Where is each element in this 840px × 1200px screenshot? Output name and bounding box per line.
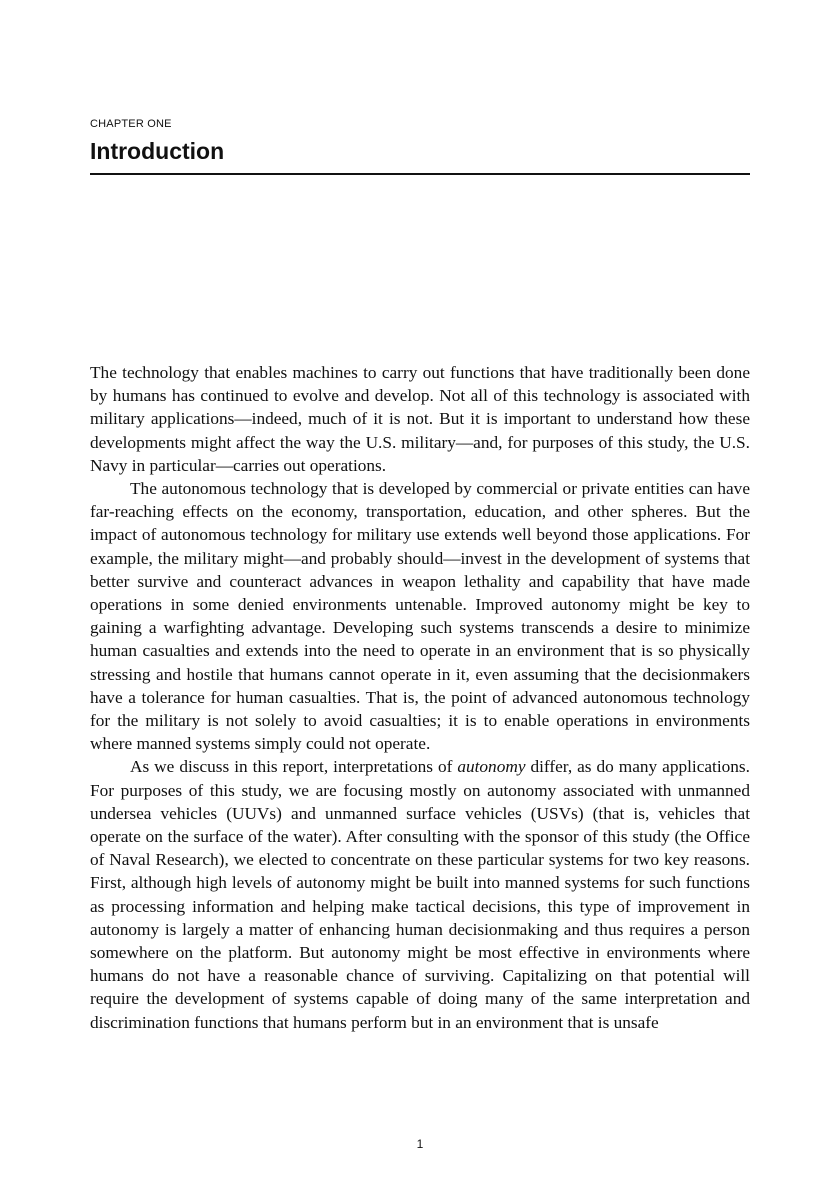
paragraph-2: The autonomous technology that is developed by commercial or private entities can have far-reaching effects on the economy, transportation, education, and other spheres. But the impact of autonomous technology for military use extends well beyond those applications. For example, the military might—and probably should—invest in the development of systems that better survive and counteract advances in weapon lethality and capability that have made operations in some denied environments untenable. Improved autonomy might be key to gaining a warfighting advantage. Developing such systems transcends a desire to minimize human casualties and extends into the need to operate in an environment that is so physically stressing and hostile that humans cannot operate in it, even assuming that the decisionmakers have a tolerance for human casualties. That is, the point of advanced autonomous technology for the military is not solely to avoid casualties; it is to enable operations in environments where manned systems simply could not operate.: [90, 479, 750, 754]
paragraph-3: [90, 755, 750, 1033]
body-text: [90, 361, 750, 1034]
page-number: 1: [416, 1137, 424, 1151]
emphasis-autonomy: autonomy: [457, 757, 526, 777]
chapter-label: CHAPTER ONE: [90, 118, 172, 130]
title-divider: [90, 173, 750, 175]
paragraph-3-text-before: As we discuss in this report, interpretations of: [130, 757, 458, 777]
paragraph-3-text-after: differ, as do many applications. For purposes of this study, we are focusing mostly on autonomy associated with unmanned undersea vehicles (UUVs) and unmanned surface vehicles (USVs) (that is, vehicles that operate on the surface of the water). After consulting with the sponsor of this study (the Office of Naval Research), we elected to concentrate on these particular systems for two key reasons. First, although high levels of autonomy might be built into manned systems for such functions as processing information and helping make tactical decisions, this type of improvement in autonomy is largely a matter of enhancing human decisionmaking and thus requires a person somewhere on the platform. But autonomy might be most effective in environments where humans do not have a reasonable chance of surviving. Capitalizing on that potential will require the development of systems capable of doing many of the same interpretation and discrimination functions that humans perform but in an environment that is unsafe: [90, 757, 750, 1032]
paragraph-1: The technology that enables machines to carry out functions that have traditionally been done by humans has continued to evolve and develop. Not all of this technology is associated with military applications—indeed, much of it is not. But it is important to understand how these developments might affect the way the U.S. military—and, for purposes of this study, the U.S. Navy in particular—carries out operations.: [90, 363, 750, 475]
chapter-title: Introduction: [90, 138, 225, 164]
